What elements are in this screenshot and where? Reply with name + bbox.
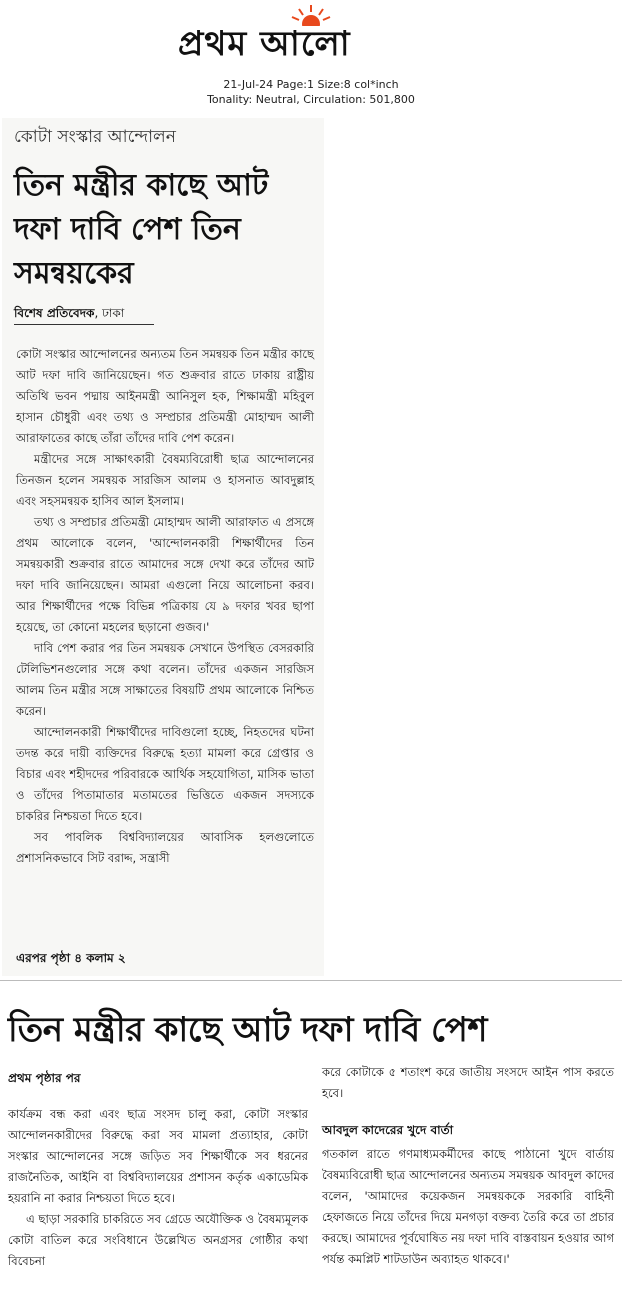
continuation-headline: তিন মন্ত্রীর কাছে আট দফা দাবি পেশ xyxy=(8,1010,488,1050)
paragraph: তথ্য ও সম্প্রচার প্রতিমন্ত্রী মোহাম্মদ আলী আরাফাত এ প্রসঙ্গে প্রথম আলোকে বলেন, 'আন্দোলনকারী শিক্ষার্থীদের তিন সমন্বয়কারী শুক্রবার রাতে আমাদের সঙ্গে দেখা করে তাঁদের আট দফা দাবি জানিয়েছেন। আমরা এগুলো নিয়ে আলোচনা করব। আর শিক্ষার্থীদের পক্ষে বিভিন্ন পত্রিকায় যে ৯ দফার খবর ছাপা হয়েছে, তা কোনো মহলের ছড়ানো গুজব।' xyxy=(16,515,314,634)
byline xyxy=(14,305,124,325)
paragraph: করে কোটাকে ৫ শতাংশ করে জাতীয় সংসদে আইন পাস করতে হবে। xyxy=(322,1065,614,1100)
headline: তিন মন্ত্রীর কাছে আট দফা দাবি পেশ তিন সমন্বয়কের xyxy=(14,168,269,291)
newspaper-logo: প্রথম আলো xyxy=(178,24,351,64)
byline-rule xyxy=(14,324,154,325)
clipping-divider xyxy=(0,980,622,981)
article-body xyxy=(16,344,314,869)
byline-author: বিশেষ প্রতিবেদক xyxy=(14,306,95,320)
kicker: কোটা সংস্কার আন্দোলন xyxy=(14,127,176,147)
paragraph: সব পাবলিক বিশ্ববিদ্যালয়ের আবাসিক হলগুলোতে প্রশাসনিকভাবে সিট বরাদ্দ, সন্ত্রাসী xyxy=(16,830,314,865)
paragraph: কোটা সংস্কার আন্দোলনের অন্যতম তিন সমন্বয়ক তিন মন্ত্রীর কাছে আট দফা দাবি জানিয়েছেন। গত শুক্রবার রাতে ঢাকায় রাষ্ট্রীয় অতিথি ভবন পদ্মায় আইনমন্ত্রী আনিসুল হক, শিক্ষামন্ত্রী মহিবুল হাসান চৌধুরী এবং তথ্য ও সম্প্রচার প্রতিমন্ত্রী মোহাম্মদ আলী আরাফাতের কাছে তাঁরা তাঁদের দাবি পেশ করেন। xyxy=(16,347,314,445)
paragraph: গতকাল রাতে গণমাধ্যমকর্মীদের কাছে পাঠানো খুদে বার্তায় বৈষম্যবিরোধী ছাত্র আন্দোলনের অন্যতম সমন্বয়ক আবদুল কাদের বলেন, 'আমাদের কয়েকজন সমন্বয়ককে সরকারি বাহিনী হেফাজতে নিয়ে তাঁদের দিয়ে মনগড়া বক্তব্য তৈরি করে তা প্রচার করছে। আমাদের পূর্বঘোষিত নয় দফা দাবি বাস্তবায়ন হওয়ার আগ পর্যন্ত কমপ্লিট শাটডাউন অব্যাহত থাকবে।' xyxy=(322,1147,614,1266)
paragraph: আন্দোলনকারী শিক্ষার্থীদের দাবিগুলো হচ্ছে, নিহতদের ঘটনা তদন্ত করে দায়ী ব্যক্তিদের বিরুদ্ধে হত্যা মামলা করে গ্রেপ্তার ও বিচার এবং শহীদদের পরিবারকে আর্থিক সহযোগিতা, মাসিক ভাতা ও তাঁদের পিতামাতার মতামতের ভিত্তিতে একজন সদস্যকে চাকরির নিশ্চয়তা দিতে হবে। xyxy=(16,725,314,823)
subheading: আবদুল কাদেরের খুদে বার্তা xyxy=(322,1123,454,1137)
paragraph: এ ছাড়া সরকারি চাকরিতে সব গ্রেডে অযৌক্তিক ও বৈষম্যমূলক কোটা বাতিল করে সংবিধানে উল্লেখিত অনগ্রসর গোষ্ঠীর কথা বিবেচনা xyxy=(8,1212,308,1268)
from-front-label: প্রথম পৃষ্ঠার পর xyxy=(8,1071,81,1085)
paragraph: মন্ত্রীদের সঙ্গে সাক্ষাৎকারী বৈষম্যবিরোধী ছাত্র আন্দোলনের তিনজন হলেন সমন্বয়ক সারজিস আলম ও হাসনাত আবদুল্লাহ এবং সহসমন্বয়ক হাসিব আল ইসলাম। xyxy=(16,452,314,508)
clipping-meta: 21-Jul-24 Page:1 Size:8 col*inch xyxy=(223,78,399,91)
paragraph: কার্যক্রম বন্ধ করা এবং ছাত্র সংসদ চালু করা, কোটা সংস্কার আন্দোলনকারীদের বিরুদ্ধে করা সব মামলা প্রত্যাহার, কোটা সংস্কার আন্দোলনের সঙ্গে জড়িত সব শিক্ষার্থীকে সব ধরনের রাজনৈতিক, আইনি বা বিশ্ববিদ্যালয়ের প্রশাসন কর্তৃক একাডেমিক হয়রানি না করার নিশ্চয়তা দিতে হবে। xyxy=(8,1107,308,1205)
continued-note: এরপর পৃষ্ঠা ৪ কলাম ২ xyxy=(16,951,126,965)
front-page-clipping xyxy=(2,118,324,976)
tonality-meta: Tonality: Neutral, Circulation: 501,800 xyxy=(207,93,415,106)
continuation-column-2 xyxy=(322,1062,614,1270)
paragraph: দাবি পেশ করার পর তিন সমন্বয়ক সেখানে উপস্থিত বেসরকারি টেলিভিশনগুলোর সঙ্গে কথা বলেন। তাঁদের একজন সারজিস আলম তিন মন্ত্রীর সঙ্গে সাক্ষাতের বিষয়টি প্রথম আলোকে নিশ্চিত করেন। xyxy=(16,641,314,718)
continuation-column-1 xyxy=(8,1070,308,1272)
byline-place: , ঢাকা xyxy=(94,306,125,320)
masthead xyxy=(0,0,622,112)
